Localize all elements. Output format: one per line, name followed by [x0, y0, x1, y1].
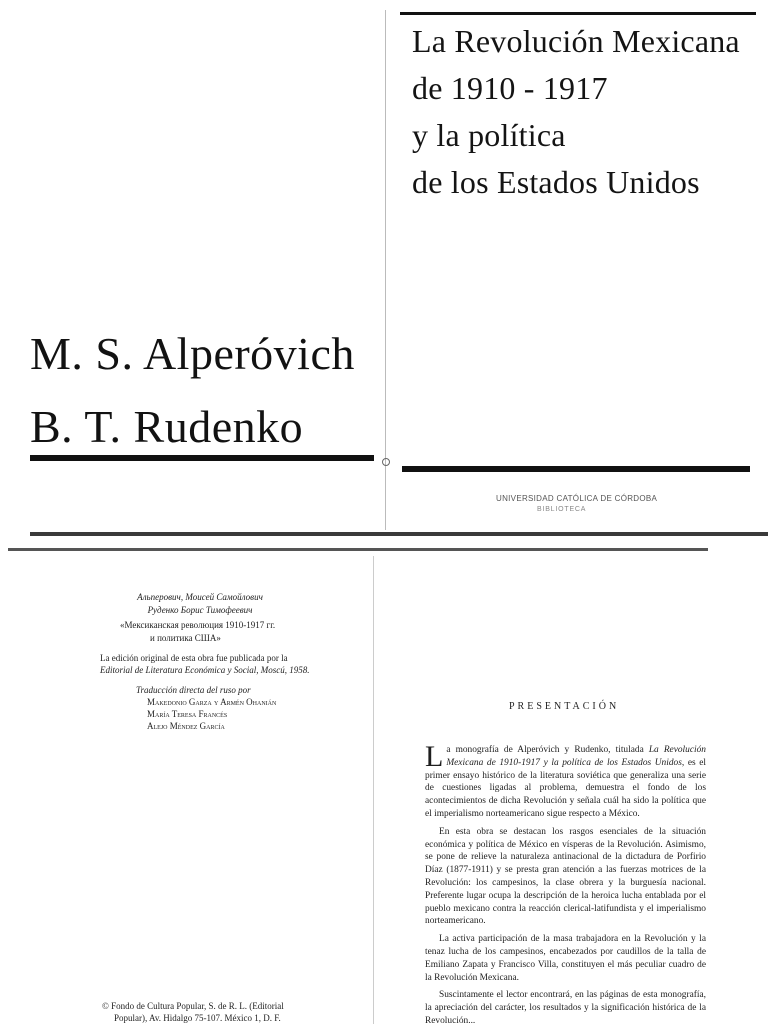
- spine-line: [385, 10, 386, 530]
- copyright-2: Popular), Av. Hidalgo 75-107. México 1, D. F.: [114, 1013, 281, 1023]
- title-line-4: de los Estados Unidos: [412, 164, 700, 200]
- russian-title-2: и политика США»: [150, 633, 221, 643]
- original-edition-2: Editorial de Literatura Económica y Social, Moscú, 1958.: [100, 665, 310, 675]
- translator-3: Alejo Méndez García: [147, 721, 225, 731]
- title-line-3: y la política: [412, 117, 566, 153]
- presentation-body: [425, 740, 707, 1033]
- title-line-1: La Revolución Mexicana: [412, 23, 740, 59]
- library-stamp: UNIVERSIDAD CATÓLICA DE CÓRDOBA: [496, 494, 658, 503]
- book-title-italic: La Revolución Mexicana de 1910-1917 y la política de los Estados Unidos: [446, 745, 706, 768]
- translator-2: María Teresa Francés: [147, 709, 228, 719]
- bottom-spine-line: [373, 556, 374, 1024]
- right-thick-rule: [402, 466, 750, 472]
- author-2: B. T. Rudenko: [30, 401, 304, 452]
- scan-edge-middle: [8, 548, 708, 551]
- translation-heading: Traducción directa del ruso por: [136, 685, 251, 695]
- top-page-edge-right: [400, 12, 756, 15]
- paragraph-4: Suscintamente el lector encontrará, en las páginas de esta monografía, la apreciación del carácter, los resultados y la significación histórica de la Revolución...: [425, 990, 706, 1026]
- original-edition-1: La edición original de esta obra fue publicada por la: [100, 653, 288, 663]
- presentation-heading: PRESENTACIÓN: [509, 701, 620, 712]
- paragraph-2: En esta obra se destacan los rasgos esenciales de la situación económica y política de México en vísperas de la Revolución. Asimismo, se pone de relieve la naturaleza antinacional de la dictadura de Porfirio Díaz (1877-1911) y se presta gran atención a las fuerzas motrices de la Revolución: los campesinos, la clase obrera y la burguesía nacional. Preferente lugar ocupa la descripción de la heroica lucha entablada por el pueblo mexicano contra la reacción clerical-latifundista y el imperialismo norteamericano.: [425, 826, 706, 927]
- library-stamp-sub: BIBLIOTECA: [537, 506, 587, 513]
- spine-mark: [382, 458, 390, 466]
- author-1: M. S. Alperóvich: [30, 328, 355, 379]
- russian-authors-1: Альперович, Моисей Самойлович: [137, 592, 263, 602]
- book-title: [412, 18, 768, 206]
- paragraph-1: La monografía de Alperóvich y Rudenko, titulada La Revolución Mexicana de 1910-1917 y la política de los Estados Unidos, es el primer ensayo histórico de la literatura soviética que generaliza una serie de cuestiones ligadas al problema, demuestra el fondo de los acontecimientos de dicha Revolución y señala cuál ha sido la política que el imperialismo norteamericano sigue respecto a México.: [425, 740, 707, 819]
- russian-title-1: «Мексиканская революция 1910-1917 гг.: [120, 620, 276, 630]
- translator-1: Makedonio Garza y Armén Ohanián: [147, 697, 277, 707]
- scan-edge-top: [30, 532, 768, 536]
- copyright-1: © Fondo de Cultura Popular, S. de R. L. (Editorial: [102, 1001, 284, 1011]
- title-line-2: de 1910 - 1917: [412, 70, 608, 106]
- left-thick-rule: [30, 455, 374, 461]
- drop-cap: L: [425, 740, 444, 773]
- russian-authors-2: Руденко Борис Тимофеевич: [147, 605, 253, 615]
- paragraph-3: La activa participación de la masa trabajadora en la Revolución y la tenaz lucha de los campesinos, encabezados por caudillos de la talla de Emiliano Zapata y Francisco Villa, constituyen el más peculiar cuadro de la Revolución Mexicana.: [425, 934, 706, 983]
